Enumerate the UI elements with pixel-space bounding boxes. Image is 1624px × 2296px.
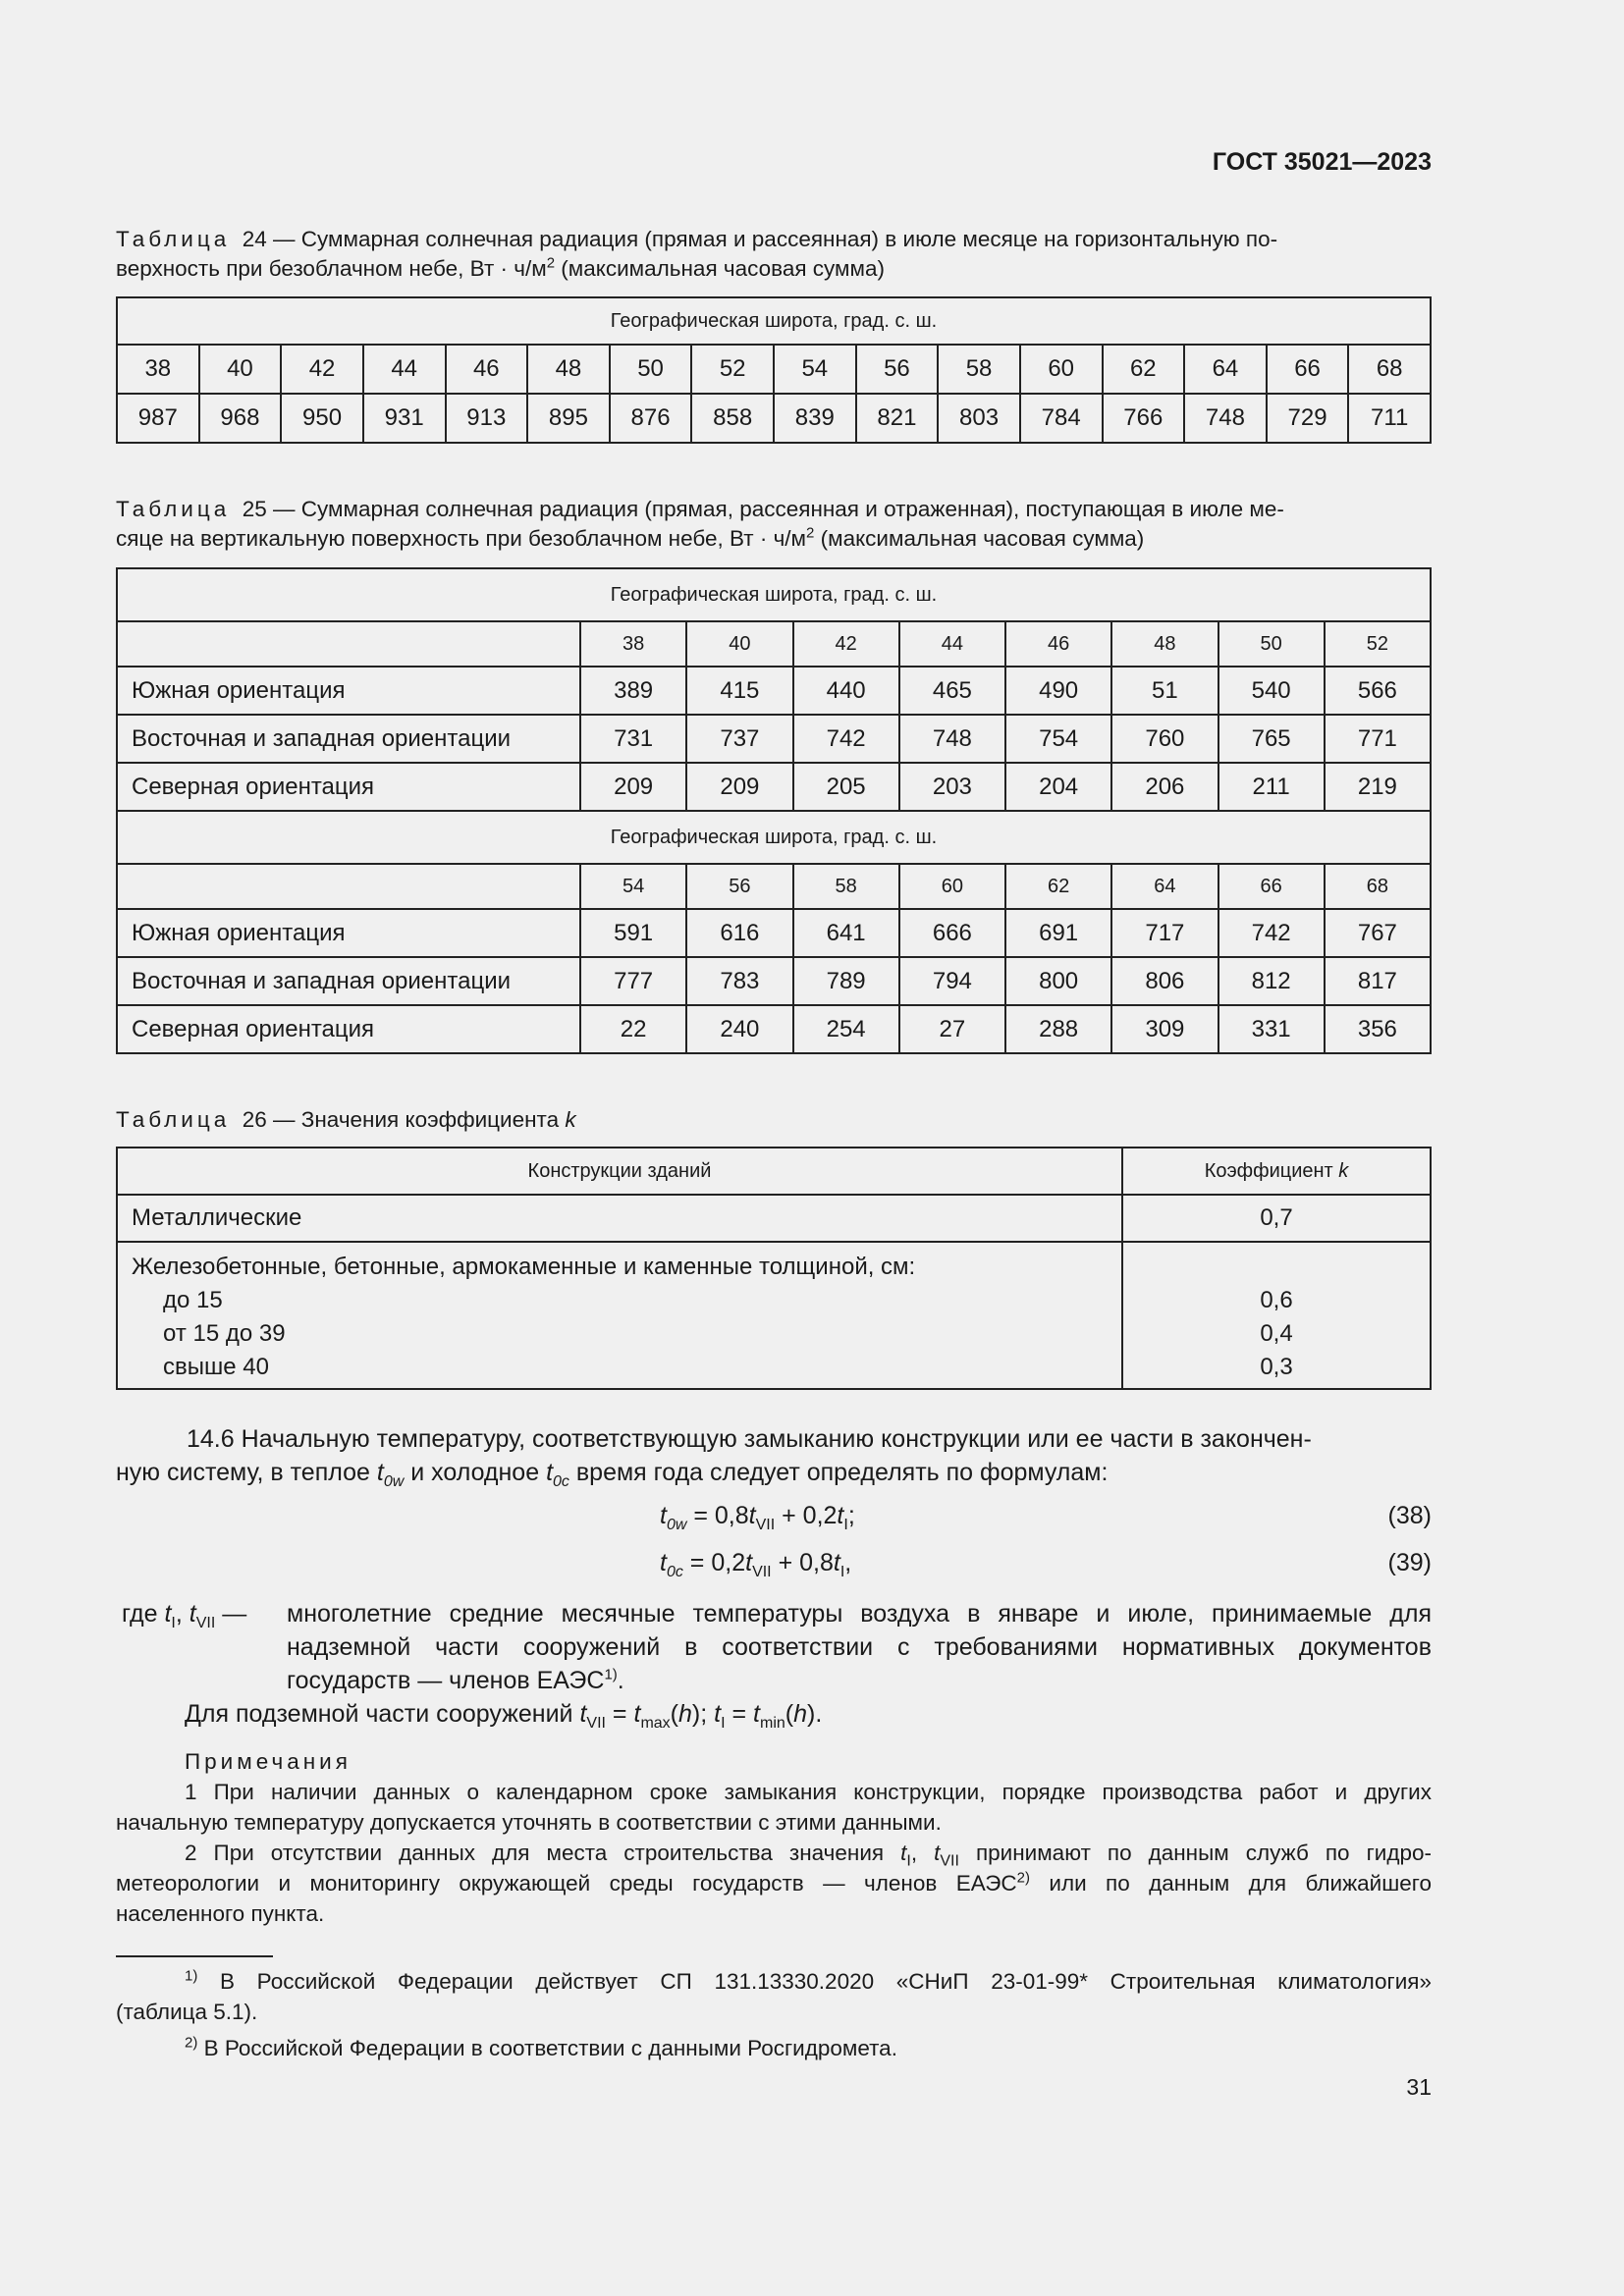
table25-value-cell: 566: [1325, 667, 1431, 715]
table24-value-cell: 803: [938, 394, 1020, 443]
table25-latitude-cell: 40: [686, 621, 792, 667]
table25-row: [117, 763, 1431, 811]
table25-latitude-cell: 52: [1325, 621, 1431, 667]
table25-value-cell: 203: [899, 763, 1005, 811]
table25-latitude-cell: 48: [1111, 621, 1218, 667]
table24-latitude-cell: 64: [1184, 345, 1267, 394]
footnote-2: $^{2)}$ В Российской Федерации в соответствии с данными Росгидромета.: [185, 2034, 897, 2060]
footnotes: $^{1)}$ В Российской Федерации действует СП 131.13330.2020 «СНиП 23-01-99* Строительная климатология» (таблица 5.1). $^{2)}$ В Российской Федерации в соответствии с данными Росгидромета.: [116, 1966, 1432, 2063]
table25-empty-cell: [117, 864, 580, 909]
table24-latitude-cell: 42: [281, 345, 363, 394]
table24-value-cell: 839: [774, 394, 856, 443]
table24-latitude-cell: 52: [691, 345, 774, 394]
table24-latitude-cell: 58: [938, 345, 1020, 394]
table25-value-cell: 211: [1218, 763, 1325, 811]
table25-value-cell: 691: [1005, 909, 1111, 957]
table25-row-label: Восточная и западная ориентации: [117, 957, 580, 1005]
table24-value-cell: 931: [363, 394, 446, 443]
table25-value-cell: 22: [580, 1005, 686, 1053]
table25-value-cell: 783: [686, 957, 792, 1005]
table-label: Таблица: [116, 1107, 231, 1132]
table24-latitude-cell: 62: [1103, 345, 1185, 394]
underground-formula: Для подземной части сооружений $t_{VII} = t_{max}(h)$; $t_I = t_{min}(h)$.: [185, 1700, 823, 1732]
table25-value-cell: 742: [793, 715, 899, 763]
table25-row: [117, 909, 1431, 957]
table24-value-cell: 913: [446, 394, 528, 443]
table-26: [116, 1147, 1432, 1390]
table25-header: Географическая широта, град. с. ш.: [117, 568, 1431, 621]
table26-row-values: 0,6 0,4 0,3: [1122, 1242, 1431, 1389]
document-id: ГОСТ 35021—2023: [1212, 148, 1432, 176]
table25-value-cell: 209: [580, 763, 686, 811]
table25-row: [117, 957, 1431, 1005]
table25-row-label: Восточная и западная ориентации: [117, 715, 580, 763]
table25-value-cell: 771: [1325, 715, 1431, 763]
table25-value-cell: 777: [580, 957, 686, 1005]
table25-value-cell: 817: [1325, 957, 1431, 1005]
table24-latitude-cell: 68: [1348, 345, 1431, 394]
table25-value-cell: 748: [899, 715, 1005, 763]
table25-latitude-cell: 64: [1111, 864, 1218, 909]
notes: Примечания 1 При наличии данных о календарном сроке замыкания конструкции, порядке производства работ и других начальную температуру допускается уточнять в соответствии с этими данными. 2 При отсутствии данных для места строительства значения $t_I$, $t_{VII}$ принимают по данным служб по гидро- метеорологии и мониторингу окружающей среды государств — членов ЕАЭС$^{2)}$ или по данным для ближайшего населенного пункта.: [116, 1746, 1432, 1929]
table24-value-cell: 766: [1103, 394, 1185, 443]
formula-39: $t_{0c} = 0,2t_{VII} + 0,8t_I$,: [660, 1549, 852, 1580]
table26-row-label: Железобетонные, бетонные, армокаменные и каменные толщиной, см: до 15 от 15 до 39 свыше 40: [117, 1242, 1122, 1389]
table25-latitude-cell: 46: [1005, 621, 1111, 667]
table24-latitude-cell: 44: [363, 345, 446, 394]
table25-latitude-cell: 68: [1325, 864, 1431, 909]
table25-value-cell: 717: [1111, 909, 1218, 957]
table25-value-cell: 789: [793, 957, 899, 1005]
table25-value-cell: 415: [686, 667, 792, 715]
table25-value-cell: 51: [1111, 667, 1218, 715]
table25-row-label: Северная ориентация: [117, 763, 580, 811]
section-14-6: 14.6 Начальную температуру, соответствующую замыканию конструкции или ее части в закончен- ную систему, в теплое $t_{0w}$ и холодное $t_{0c}$ время года следует определять по формулам:: [116, 1425, 1312, 1490]
notes-title: Примечания: [185, 1749, 352, 1774]
table25-value-cell: 737: [686, 715, 792, 763]
table25-latitude-cell: 50: [1218, 621, 1325, 667]
table-label: Таблица: [116, 227, 231, 251]
table24-latitude-cell: 56: [856, 345, 939, 394]
table25-value-cell: 206: [1111, 763, 1218, 811]
table25-value-cell: 331: [1218, 1005, 1325, 1053]
table-25: [116, 567, 1432, 1054]
table25-value-cell: 254: [793, 1005, 899, 1053]
table-label: Таблица: [116, 497, 231, 521]
table24-value-cell: 876: [610, 394, 692, 443]
table24-latitude-cell: 46: [446, 345, 528, 394]
table25-caption: Таблица 25 — Суммарная солнечная радиация (прямая, рассеянная и отраженная), поступающая в июле ме- сяце на вертикальную поверхность при безоблачном небе, Вт · $ч/м^2$ (максимальная часовая сумма): [116, 497, 1284, 551]
table25-header: Географическая широта, град. с. ш.: [117, 811, 1431, 864]
table24-value-cell: 895: [527, 394, 610, 443]
table24-latitude-cell: 66: [1267, 345, 1349, 394]
table25-empty-cell: [117, 621, 580, 667]
table25-latitude-cell: 44: [899, 621, 1005, 667]
table25-value-cell: 731: [580, 715, 686, 763]
table24-latitude-cell: 40: [199, 345, 282, 394]
table25-value-cell: 754: [1005, 715, 1111, 763]
table25-value-cell: 465: [899, 667, 1005, 715]
table24-value-cell: 858: [691, 394, 774, 443]
page-number: 31: [1406, 2074, 1432, 2100]
table26-row-value: 0,7: [1122, 1195, 1431, 1242]
table25-value-cell: 812: [1218, 957, 1325, 1005]
table25-latitude-cell: 54: [580, 864, 686, 909]
footnote-divider: [116, 1955, 273, 1957]
table25-latitude-cell: 66: [1218, 864, 1325, 909]
table26-col-coefficient: Коэффициент k: [1122, 1148, 1431, 1195]
where-description: многолетние средние месячные температуры воздуха в январе и июле, принимаемые для надземной части сооружений в соответствии с требованиями нормативных документов государств — членов ЕАЭС$^{1)}$.: [287, 1600, 1432, 1694]
table24-caption: Таблица 24 — Суммарная солнечная радиация (прямая и рассеянная) в июле месяце на горизонтальную по- верхность при безоблачном небе, Вт · $ч/м^2$ (максимальная часовая сумма): [116, 227, 1278, 281]
table25-value-cell: 356: [1325, 1005, 1431, 1053]
footnote-1: $^{1)}$ В Российской Федерации действует СП 131.13330.2020 «СНиП 23-01-99* Строительная климатология»: [185, 1967, 1432, 1994]
table24-value-cell: 784: [1020, 394, 1103, 443]
table25-latitude-cell: 62: [1005, 864, 1111, 909]
table25-row: [117, 715, 1431, 763]
table24-latitude-cell: 54: [774, 345, 856, 394]
formula-number: (39): [1387, 1549, 1432, 1576]
table25-row-label: Северная ориентация: [117, 1005, 580, 1053]
table24-value-cell: 711: [1348, 394, 1431, 443]
table25-value-cell: 240: [686, 1005, 792, 1053]
table25-row: [117, 667, 1431, 715]
table26-col-constructions: Конструкции зданий: [117, 1148, 1122, 1195]
table25-latitude-cell: 42: [793, 621, 899, 667]
table25-value-cell: 794: [899, 957, 1005, 1005]
table25-value-cell: 591: [580, 909, 686, 957]
table24-value-cell: 729: [1267, 394, 1349, 443]
table25-value-cell: 800: [1005, 957, 1111, 1005]
table25-value-cell: 760: [1111, 715, 1218, 763]
formula-number: (38): [1387, 1502, 1432, 1529]
table24-header: Географическая широта, град. с. ш.: [117, 297, 1431, 345]
table24-value-cell: 968: [199, 394, 282, 443]
table24-latitude-cell: 50: [610, 345, 692, 394]
table25-value-cell: 204: [1005, 763, 1111, 811]
table25-value-cell: 209: [686, 763, 792, 811]
table24-latitude-cell: 48: [527, 345, 610, 394]
table25-value-cell: 27: [899, 1005, 1005, 1053]
table25-value-cell: 309: [1111, 1005, 1218, 1053]
table24-value-cell: 821: [856, 394, 939, 443]
table24-latitude-cell: 60: [1020, 345, 1103, 394]
table25-latitude-cell: 56: [686, 864, 792, 909]
table25-value-cell: 540: [1218, 667, 1325, 715]
table25-value-cell: 765: [1218, 715, 1325, 763]
table-24: [116, 296, 1432, 444]
table25-latitude-cell: 38: [580, 621, 686, 667]
table25-value-cell: 205: [793, 763, 899, 811]
table25-value-cell: 742: [1218, 909, 1325, 957]
table25-value-cell: 490: [1005, 667, 1111, 715]
table25-value-cell: 806: [1111, 957, 1218, 1005]
table25-latitude-cell: 60: [899, 864, 1005, 909]
table25-row-label: Южная ориентация: [117, 667, 580, 715]
where-lead: где $t_I$, $t_{VII}$ —: [122, 1600, 247, 1631]
table25-value-cell: 767: [1325, 909, 1431, 957]
table24-value-cell: 950: [281, 394, 363, 443]
table25-value-cell: 440: [793, 667, 899, 715]
table25-row-label: Южная ориентация: [117, 909, 580, 957]
table25-value-cell: 616: [686, 909, 792, 957]
table26-caption: Таблица 26 — Значения коэффициента k: [116, 1107, 576, 1132]
table24-value-cell: 748: [1184, 394, 1267, 443]
table25-value-cell: 641: [793, 909, 899, 957]
table26-row-label: Металлические: [117, 1195, 1122, 1242]
table25-value-cell: 219: [1325, 763, 1431, 811]
table24-value-cell: 987: [117, 394, 199, 443]
table25-latitude-cell: 58: [793, 864, 899, 909]
table25-value-cell: 288: [1005, 1005, 1111, 1053]
table25-value-cell: 666: [899, 909, 1005, 957]
table24-latitude-cell: 38: [117, 345, 199, 394]
table25-row: [117, 1005, 1431, 1053]
formula-38: $t_{0w} = 0,8t_{VII} + 0,2t_I$;: [660, 1502, 855, 1533]
table25-value-cell: 389: [580, 667, 686, 715]
